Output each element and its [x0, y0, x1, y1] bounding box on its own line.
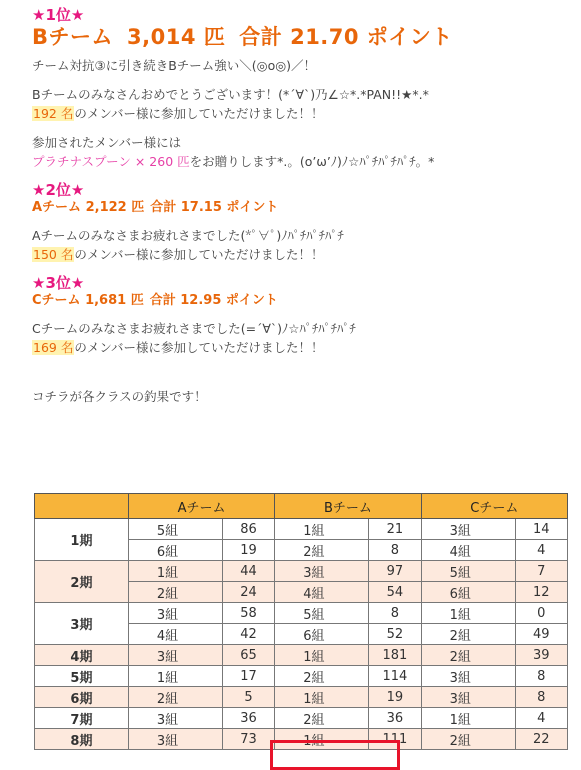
gift-line: 参加されたメンバー様には — [32, 135, 182, 150]
gift-detail — [32, 152, 572, 171]
rank-1-members-text: のメンバー様に参加していただけました！！ — [74, 106, 324, 121]
rank-2-heading — [32, 199, 572, 216]
table-header-row — [35, 494, 568, 519]
count-cell: 0 — [515, 603, 568, 624]
rank-1-line1: チーム対抗③に引き続きBチーム強い＼(◎o◎)／！ — [32, 58, 316, 73]
count-cell: 97 — [369, 561, 421, 582]
count-cell: 44 — [222, 561, 274, 582]
count-cell: 12 — [515, 582, 568, 603]
count-cell: 7 — [515, 561, 568, 582]
period-cell: 5期 — [35, 666, 129, 687]
count-cell: 4 — [515, 540, 568, 561]
group-cell: 3組 — [275, 561, 369, 582]
group-cell: 1組 — [275, 519, 369, 540]
group-cell: 2組 — [128, 687, 222, 708]
count-cell: 19 — [369, 687, 421, 708]
period-cell: 8期 — [35, 729, 129, 750]
count-cell: 58 — [222, 603, 274, 624]
table-header-team-b: Bチーム — [275, 494, 421, 519]
period-cell: 3期 — [35, 603, 129, 645]
count-cell: 8 — [515, 666, 568, 687]
rank-2-label: ★2位★ — [32, 181, 85, 199]
table-row — [35, 645, 568, 666]
count-cell: 114 — [369, 666, 421, 687]
table-header-team-c: Cチーム — [421, 494, 567, 519]
rank-1-label: ★1位★ — [32, 6, 85, 24]
rank-3-members-num: 169 名 — [33, 340, 74, 355]
group-cell: 5組 — [421, 561, 515, 582]
group-cell: 2組 — [421, 624, 515, 645]
group-cell: 3組 — [128, 603, 222, 624]
count-cell: 22 — [515, 729, 568, 750]
rank-1-heading — [32, 24, 572, 50]
count-cell: 8 — [515, 687, 568, 708]
table-row — [35, 666, 568, 687]
rank-2-members — [32, 245, 572, 264]
rank-3-members-text: のメンバー様に参加していただけました！！ — [74, 340, 324, 355]
count-cell: 5 — [222, 687, 274, 708]
rank-2-total: 合計 17.15 ポイント — [150, 200, 279, 215]
group-cell: 2組 — [275, 708, 369, 729]
group-cell: 4組 — [421, 540, 515, 561]
group-cell: 3組 — [421, 519, 515, 540]
rank-2-members-num: 150 名 — [33, 247, 74, 262]
rank-3-team: Cチーム 1,681 匹 — [32, 293, 144, 308]
count-cell: 19 — [222, 540, 274, 561]
group-cell: 6組 — [275, 624, 369, 645]
rank-3-total: 合計 12.95 ポイント — [149, 293, 278, 308]
group-cell: 1組 — [128, 561, 222, 582]
group-cell: 2組 — [421, 645, 515, 666]
results-intro: コチラが各クラスの釣果です！ — [32, 389, 207, 404]
group-cell: 2組 — [421, 729, 515, 750]
period-cell: 2期 — [35, 561, 129, 603]
table-row — [35, 708, 568, 729]
table-row — [35, 687, 568, 708]
rank-1-team: Bチーム — [32, 25, 114, 49]
highlight-box — [270, 740, 400, 770]
group-cell: 4組 — [275, 582, 369, 603]
group-cell: 1組 — [421, 708, 515, 729]
period-cell: 6期 — [35, 687, 129, 708]
rank-3-heading — [32, 292, 572, 309]
rank-1-members — [32, 104, 572, 123]
group-cell: 1組 — [128, 666, 222, 687]
count-cell: 181 — [369, 645, 421, 666]
group-cell: 2組 — [275, 666, 369, 687]
count-cell: 36 — [222, 708, 274, 729]
group-cell: 3組 — [421, 687, 515, 708]
gift-item: プラチナスプーン × 260 匹 — [32, 154, 190, 169]
count-cell: 8 — [369, 603, 421, 624]
rank-1-line2: Bチームのみなさんおめでとうございます！(*´∀`)乃∠☆*.*PAN!!★*.* — [32, 87, 429, 102]
rank-3-line1: Cチームのみなさまお疲れさまでした(=´∀`)ﾉ☆ﾊﾟﾁﾊﾟﾁﾊﾟﾁ — [32, 321, 356, 336]
table-row — [35, 603, 568, 624]
count-cell: 21 — [369, 519, 421, 540]
count-cell: 8 — [369, 540, 421, 561]
count-cell: 65 — [222, 645, 274, 666]
table-header-team-a: Aチーム — [128, 494, 274, 519]
period-cell: 1期 — [35, 519, 129, 561]
group-cell: 5組 — [275, 603, 369, 624]
group-cell: 1組 — [275, 645, 369, 666]
table-header-corner — [35, 494, 129, 519]
count-cell: 36 — [369, 708, 421, 729]
count-cell: 86 — [222, 519, 274, 540]
count-cell: 4 — [515, 708, 568, 729]
table-row — [35, 519, 568, 540]
count-cell: 24 — [222, 582, 274, 603]
period-cell: 4期 — [35, 645, 129, 666]
rank-1-count: 3,014 匹 — [127, 25, 226, 49]
rank-3-label: ★3位★ — [32, 274, 85, 292]
count-cell: 49 — [515, 624, 568, 645]
group-cell: 3組 — [421, 666, 515, 687]
count-cell: 14 — [515, 519, 568, 540]
count-cell: 111 — [369, 729, 421, 750]
group-cell: 3組 — [128, 729, 222, 750]
group-cell: 6組 — [421, 582, 515, 603]
count-cell: 52 — [369, 624, 421, 645]
table-row — [35, 561, 568, 582]
rank-1-members-num: 192 名 — [33, 106, 74, 121]
count-cell: 39 — [515, 645, 568, 666]
group-cell: 2組 — [128, 582, 222, 603]
count-cell: 54 — [369, 582, 421, 603]
group-cell: 6組 — [128, 540, 222, 561]
group-cell: 1組 — [421, 603, 515, 624]
group-cell: 5組 — [128, 519, 222, 540]
group-cell: 2組 — [275, 540, 369, 561]
count-cell: 42 — [222, 624, 274, 645]
group-cell: 4組 — [128, 624, 222, 645]
gift-text: をお贈りします*.。(o’ω’ﾉ)ﾉ☆ﾊﾟﾁﾊﾟﾁﾊﾟﾁ。* — [189, 154, 435, 169]
article — [32, 6, 572, 406]
group-cell: 3組 — [128, 708, 222, 729]
count-cell: 73 — [222, 729, 274, 750]
group-cell: 1組 — [275, 729, 369, 750]
rank-3-members — [32, 338, 572, 357]
group-cell: 3組 — [128, 645, 222, 666]
rank-2-team: Aチーム 2,122 匹 — [32, 200, 145, 215]
count-cell: 17 — [222, 666, 274, 687]
rank-2-members-text: のメンバー様に参加していただけました！！ — [74, 247, 324, 262]
rank-1-total: 合計 21.70 ポイント — [239, 25, 453, 49]
rank-2-line1: Aチームのみなさまお疲れさまでした(*ﾟ∀ﾟ)ﾉﾊﾟﾁﾊﾟﾁﾊﾟﾁ — [32, 228, 344, 243]
results-table — [34, 493, 568, 750]
group-cell: 1組 — [275, 687, 369, 708]
period-cell: 7期 — [35, 708, 129, 729]
